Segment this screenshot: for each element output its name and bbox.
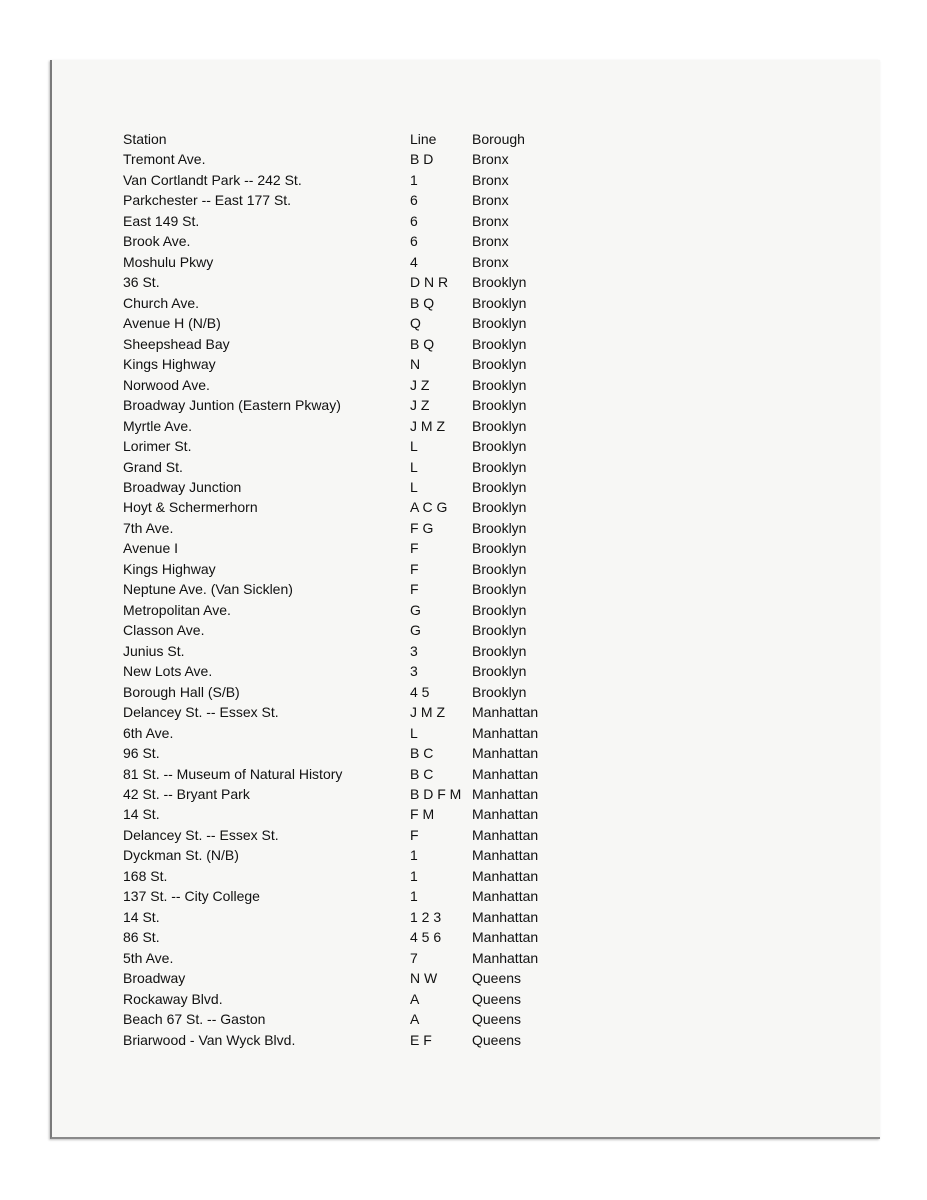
borough-cell: Brooklyn bbox=[472, 335, 527, 352]
table-row bbox=[123, 784, 603, 804]
borough-cell: Brooklyn bbox=[472, 294, 527, 311]
line-cell: F bbox=[410, 581, 419, 598]
borough-cell: Manhattan bbox=[472, 745, 539, 762]
borough-cell: Manhattan bbox=[472, 949, 539, 966]
borough-cell: Bronx bbox=[472, 151, 509, 168]
line-cell: F bbox=[410, 560, 419, 577]
borough-cell: Queens bbox=[472, 990, 522, 1007]
borough-cell: Brooklyn bbox=[472, 478, 527, 495]
station-cell: 42 St. -- Bryant Park bbox=[123, 786, 250, 802]
station-table bbox=[123, 129, 603, 1050]
table-row bbox=[123, 170, 603, 190]
borough-cell: Brooklyn bbox=[472, 274, 527, 291]
table-row bbox=[123, 907, 603, 927]
table-row bbox=[123, 948, 603, 968]
station-cell: 14 St. bbox=[123, 806, 160, 823]
line-cell: B C bbox=[410, 745, 434, 762]
station-cell: Brook Ave. bbox=[123, 233, 191, 250]
station-cell: Avenue I bbox=[123, 540, 179, 557]
table-row bbox=[123, 375, 603, 395]
header-line: Line bbox=[410, 131, 437, 147]
borough-cell: Manhattan bbox=[472, 786, 539, 802]
borough-cell: Manhattan bbox=[472, 929, 539, 946]
station-cell: Kings Highway bbox=[123, 356, 216, 373]
station-cell: East 149 St. bbox=[123, 212, 200, 229]
line-cell: 6 bbox=[410, 212, 418, 229]
borough-cell: Brooklyn bbox=[472, 663, 527, 680]
line-cell: L bbox=[410, 438, 418, 455]
table-row bbox=[123, 252, 603, 272]
station-cell: Norwood Ave. bbox=[123, 376, 210, 393]
borough-cell: Brooklyn bbox=[472, 356, 527, 373]
line-cell: D N R bbox=[410, 274, 449, 291]
station-cell: Sheepshead Bay bbox=[123, 335, 230, 352]
station-cell: 86 St. bbox=[123, 929, 160, 946]
table-row bbox=[123, 395, 603, 415]
borough-cell: Brooklyn bbox=[472, 642, 527, 659]
line-cell: A bbox=[410, 1011, 420, 1028]
line-cell: 3 bbox=[410, 663, 418, 680]
line-cell: J Z bbox=[410, 376, 430, 393]
table-row bbox=[123, 334, 603, 354]
line-cell: G bbox=[410, 601, 421, 618]
table-row bbox=[123, 231, 603, 251]
station-cell: 168 St. bbox=[123, 867, 168, 884]
station-cell: Delancey St. -- Essex St. bbox=[123, 826, 279, 843]
line-cell: L bbox=[410, 458, 418, 475]
table-row bbox=[123, 886, 603, 906]
line-cell: 7 bbox=[410, 949, 418, 966]
table-row bbox=[123, 416, 603, 436]
station-cell: Dyckman St. (N/B) bbox=[123, 847, 239, 864]
table-row bbox=[123, 600, 603, 620]
table-row bbox=[123, 272, 603, 292]
station-cell: 137 St. -- City College bbox=[123, 888, 260, 905]
borough-cell: Manhattan bbox=[472, 867, 539, 884]
station-cell: 6th Ave. bbox=[123, 724, 174, 741]
table-row bbox=[123, 579, 603, 599]
line-cell: J M Z bbox=[410, 417, 445, 434]
borough-cell: Bronx bbox=[472, 233, 509, 250]
station-cell: 96 St. bbox=[123, 745, 160, 762]
borough-cell: Manhattan bbox=[472, 765, 539, 782]
table-row bbox=[123, 559, 603, 579]
station-cell: Broadway Juntion (Eastern Pkway) bbox=[123, 397, 341, 414]
table-row bbox=[123, 190, 603, 210]
station-cell: Metropolitan Ave. bbox=[123, 601, 231, 618]
station-cell: Tremont Ave. bbox=[123, 151, 206, 168]
borough-cell: Brooklyn bbox=[472, 601, 527, 618]
borough-cell: Brooklyn bbox=[472, 397, 527, 414]
borough-cell: Manhattan bbox=[472, 908, 539, 925]
table-row bbox=[123, 825, 603, 845]
table-row bbox=[123, 477, 603, 497]
line-cell: 1 2 3 bbox=[410, 908, 442, 925]
borough-cell: Queens bbox=[472, 1011, 522, 1028]
station-cell: Kings Highway bbox=[123, 560, 216, 577]
station-cell: Beach 67 St. -- Gaston bbox=[123, 1011, 266, 1028]
line-cell: F bbox=[410, 540, 419, 557]
station-cell: Van Cortlandt Park -- 242 St. bbox=[123, 171, 302, 188]
borough-cell: Brooklyn bbox=[472, 622, 527, 639]
station-cell: Rockaway Blvd. bbox=[123, 990, 223, 1007]
borough-cell: Manhattan bbox=[472, 888, 539, 905]
line-cell: 4 bbox=[410, 253, 418, 270]
borough-cell: Brooklyn bbox=[472, 438, 527, 455]
table-row bbox=[123, 457, 603, 477]
borough-cell: Brooklyn bbox=[472, 499, 527, 516]
line-cell: F G bbox=[410, 519, 434, 536]
station-cell: Broadway bbox=[123, 970, 186, 987]
table-row bbox=[123, 149, 603, 169]
borough-cell: Brooklyn bbox=[472, 376, 527, 393]
borough-cell: Queens bbox=[472, 970, 522, 987]
line-cell: 3 bbox=[410, 642, 418, 659]
line-cell: F bbox=[410, 826, 419, 843]
borough-cell: Brooklyn bbox=[472, 560, 527, 577]
table-row bbox=[123, 641, 603, 661]
station-cell: Hoyt & Schermerhorn bbox=[123, 499, 258, 516]
station-cell: Parkchester -- East 177 St. bbox=[123, 192, 292, 209]
station-cell: New Lots Ave. bbox=[123, 663, 213, 680]
borough-cell: Manhattan bbox=[472, 724, 539, 741]
table-row bbox=[123, 518, 603, 538]
borough-cell: Brooklyn bbox=[472, 540, 527, 557]
line-cell: B D F M bbox=[410, 786, 462, 802]
line-cell: 4 5 bbox=[410, 683, 430, 700]
station-cell: 36 St. bbox=[123, 274, 160, 291]
borough-cell: Bronx bbox=[472, 171, 509, 188]
line-cell: N W bbox=[410, 970, 438, 987]
line-cell: Q bbox=[410, 315, 421, 332]
line-cell: A bbox=[410, 990, 420, 1007]
borough-cell: Manhattan bbox=[472, 704, 539, 721]
line-cell: G bbox=[410, 622, 421, 639]
line-cell: L bbox=[410, 724, 418, 741]
line-cell: A C G bbox=[410, 499, 448, 516]
table-row bbox=[123, 211, 603, 231]
borough-cell: Brooklyn bbox=[472, 683, 527, 700]
table-row bbox=[123, 293, 603, 313]
station-cell: Delancey St. -- Essex St. bbox=[123, 704, 279, 721]
borough-cell: Brooklyn bbox=[472, 519, 527, 536]
station-cell: 5th Ave. bbox=[123, 949, 174, 966]
table-row bbox=[123, 661, 603, 681]
line-cell: 1 bbox=[410, 171, 418, 188]
borough-cell: Bronx bbox=[472, 192, 509, 209]
table-row bbox=[123, 1009, 603, 1029]
station-cell: Avenue H (N/B) bbox=[123, 315, 221, 332]
table-row bbox=[123, 764, 603, 784]
table-header-row bbox=[123, 129, 603, 149]
table-row bbox=[123, 866, 603, 886]
table-body bbox=[123, 149, 603, 1050]
borough-cell: Brooklyn bbox=[472, 417, 527, 434]
line-cell: 4 5 6 bbox=[410, 929, 442, 946]
table-row bbox=[123, 538, 603, 558]
table-row bbox=[123, 723, 603, 743]
station-cell: Classon Ave. bbox=[123, 622, 205, 639]
line-cell: B D bbox=[410, 151, 434, 168]
table-row bbox=[123, 436, 603, 456]
station-cell: Neptune Ave. (Van Sicklen) bbox=[123, 581, 293, 598]
station-cell: 14 St. bbox=[123, 908, 160, 925]
station-cell: Briarwood - Van Wyck Blvd. bbox=[123, 1031, 296, 1048]
borough-cell: Bronx bbox=[472, 212, 509, 229]
borough-cell: Manhattan bbox=[472, 847, 539, 864]
line-cell: J M Z bbox=[410, 704, 445, 721]
table-row bbox=[123, 497, 603, 517]
station-cell: 7th Ave. bbox=[123, 519, 174, 536]
borough-cell: Manhattan bbox=[472, 826, 539, 843]
station-cell: Myrtle Ave. bbox=[123, 417, 192, 434]
table-row bbox=[123, 845, 603, 865]
line-cell: 6 bbox=[410, 233, 418, 250]
station-cell: Borough Hall (S/B) bbox=[123, 683, 240, 700]
table-row bbox=[123, 1030, 603, 1050]
table-row bbox=[123, 313, 603, 333]
line-cell: 1 bbox=[410, 847, 418, 864]
header-station: Station bbox=[123, 131, 167, 147]
borough-cell: Brooklyn bbox=[472, 458, 527, 475]
table-row bbox=[123, 927, 603, 947]
table-row bbox=[123, 743, 603, 763]
borough-cell: Bronx bbox=[472, 253, 509, 270]
station-cell: 81 St. -- Museum of Natural History bbox=[123, 765, 343, 782]
table-row bbox=[123, 702, 603, 722]
borough-cell: Brooklyn bbox=[472, 315, 527, 332]
line-cell: B C bbox=[410, 765, 434, 782]
table-row bbox=[123, 804, 603, 824]
borough-cell: Brooklyn bbox=[472, 581, 527, 598]
station-cell: Broadway Junction bbox=[123, 478, 242, 495]
line-cell: L bbox=[410, 478, 418, 495]
station-cell: Moshulu Pkwy bbox=[123, 253, 214, 270]
line-cell: 6 bbox=[410, 192, 418, 209]
header-borough: Borough bbox=[472, 131, 525, 147]
line-cell: E F bbox=[410, 1031, 432, 1048]
line-cell: 1 bbox=[410, 867, 418, 884]
borough-cell: Queens bbox=[472, 1031, 522, 1048]
line-cell: B Q bbox=[410, 294, 435, 311]
borough-cell: Manhattan bbox=[472, 806, 539, 823]
table-row bbox=[123, 620, 603, 640]
station-cell: Church Ave. bbox=[123, 294, 200, 311]
station-cell: Grand St. bbox=[123, 458, 183, 475]
station-cell: Junius St. bbox=[123, 642, 185, 659]
line-cell: B Q bbox=[410, 335, 435, 352]
line-cell: J Z bbox=[410, 397, 430, 414]
line-cell: 1 bbox=[410, 888, 418, 905]
station-cell: Lorimer St. bbox=[123, 438, 192, 455]
table-row bbox=[123, 682, 603, 702]
line-cell: N bbox=[410, 356, 421, 373]
table-row bbox=[123, 989, 603, 1009]
table-row bbox=[123, 968, 603, 988]
table-row bbox=[123, 354, 603, 374]
line-cell: F M bbox=[410, 806, 435, 823]
